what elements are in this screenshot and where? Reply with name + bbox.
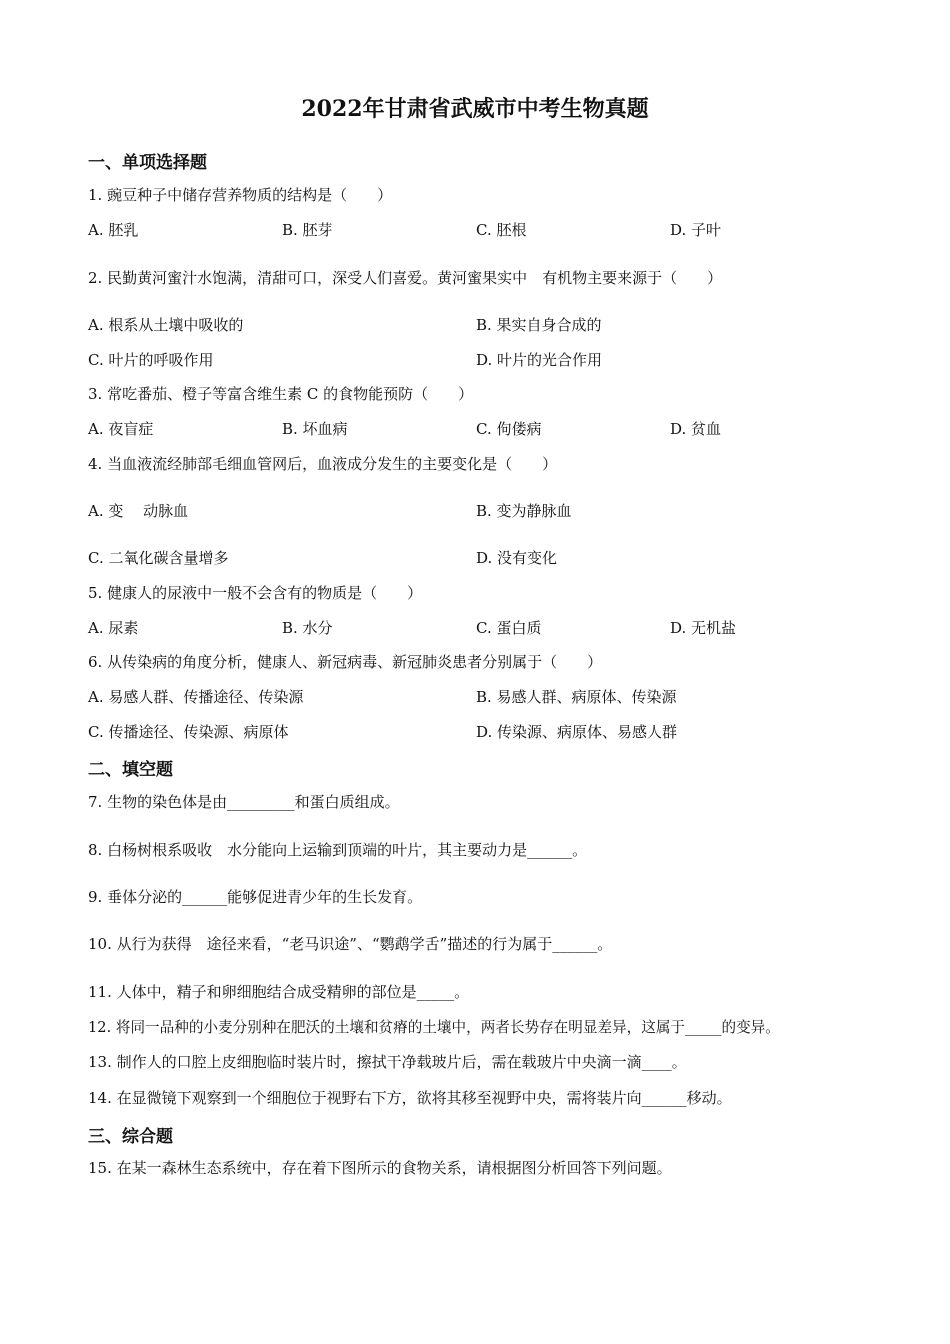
question-4-option-a: A. 变 动脉血 (88, 502, 189, 520)
question-11: 11. 人体中，精子和卵细胞结合成受精卵的部位是_____。 (88, 983, 470, 1001)
question-5-option-c: C. 蛋白质 (476, 619, 542, 637)
section-heading-comprehensive: 三、综合题 (88, 1127, 173, 1147)
question-4-option-d: D. 没有变化 (476, 549, 558, 567)
question-1-option-a: A. 胚乳 (88, 221, 139, 239)
question-13: 13. 制作人的口腔上皮细胞临时装片时，擦拭干净载玻片后，需在载玻片中央滴一滴____。 (88, 1053, 687, 1071)
question-3-stem: 3. 常吃番茄、橙子等富含维生素 C 的食物能预防（ ） (88, 385, 474, 403)
question-10: 10. 从行为获得 途径来看，“老马识途”、“鹦鹉学舌”描述的行为属于______。 (88, 935, 613, 953)
question-1-option-b: B. 胚芽 (282, 221, 333, 239)
question-6-stem: 6. 从传染病的角度分析，健康人、新冠病毒、新冠肺炎患者分别属于（ ） (88, 653, 603, 671)
question-6-option-a: A. 易感人群、传播途径、传染源 (88, 688, 304, 706)
question-6-option-c: C. 传播途径、传染源、病原体 (88, 723, 289, 741)
question-2-option-a: A. 根系从土壤中吸收的 (88, 316, 244, 334)
question-6-option-b: B. 易感人群、病原体、传染源 (476, 688, 677, 706)
question-3-option-b: B. 坏血病 (282, 420, 348, 438)
question-4-stem: 4. 当血液流经肺部毛细血管网后，血液成分发生的主要变化是（ ） (88, 455, 558, 473)
question-1-option-c: C. 胚根 (476, 221, 527, 239)
question-7: 7. 生物的染色体是由_________和蛋白质组成。 (88, 793, 400, 811)
question-12: 12. 将同一品种的小麦分别种在肥沃的土壤和贫瘠的土壤中，两者长势存在明显差异，这属于_____的变异。 (88, 1019, 780, 1036)
question-4-option-c: C. 二氧化碳含量增多 (88, 549, 229, 567)
question-2-option-b: B. 果实自身合成的 (476, 316, 602, 334)
question-2-option-d: D. 叶片的光合作用 (476, 351, 603, 369)
question-5-option-b: B. 水分 (282, 619, 333, 637)
question-5-stem: 5. 健康人的尿液中一般不会含有的物质是（ ） (88, 584, 423, 602)
question-8: 8. 白杨树根系吸收 水分能向上运输到顶端的叶片，其主要动力是______。 (88, 841, 588, 859)
question-9: 9. 垂体分泌的______能够促进青少年的生长发育。 (88, 888, 423, 906)
question-2-stem: 2. 民勤黄河蜜汁水饱满，清甜可口，深受人们喜爱。黄河蜜果实中 有机物主要来源于（ ） (88, 269, 723, 287)
question-15-stem: 15. 在某一森林生态系统中，存在着下图所示的食物关系，请根据图分析回答下列问题。 (88, 1159, 672, 1177)
question-5-option-a: A. 尿素 (88, 619, 139, 637)
question-14: 14. 在显微镜下观察到一个细胞位于视野右下方，欲将其移至视野中央，需将装片向______移动。 (88, 1089, 732, 1107)
section-heading-fill-in: 二、填空题 (88, 760, 173, 780)
question-5-option-d: D. 无机盐 (670, 619, 737, 637)
section-heading-single-choice: 一、单项选择题 (88, 153, 207, 173)
question-1-option-d: D. 子叶 (670, 221, 722, 239)
question-1-stem: 1. 豌豆种子中储存营养物质的结构是（ ） (88, 186, 393, 204)
question-6-option-d: D. 传染源、病原体、易感人群 (476, 723, 678, 741)
question-3-option-a: A. 夜盲症 (88, 420, 154, 438)
question-3-option-d: D. 贫血 (670, 420, 722, 438)
question-2-option-c: C. 叶片的呼吸作用 (88, 351, 214, 369)
question-4-option-b: B. 变为静脉血 (476, 502, 572, 520)
page-title: 2022年甘肃省武威市中考生物真题 (301, 96, 649, 122)
question-3-option-c: C. 佝偻病 (476, 420, 542, 438)
